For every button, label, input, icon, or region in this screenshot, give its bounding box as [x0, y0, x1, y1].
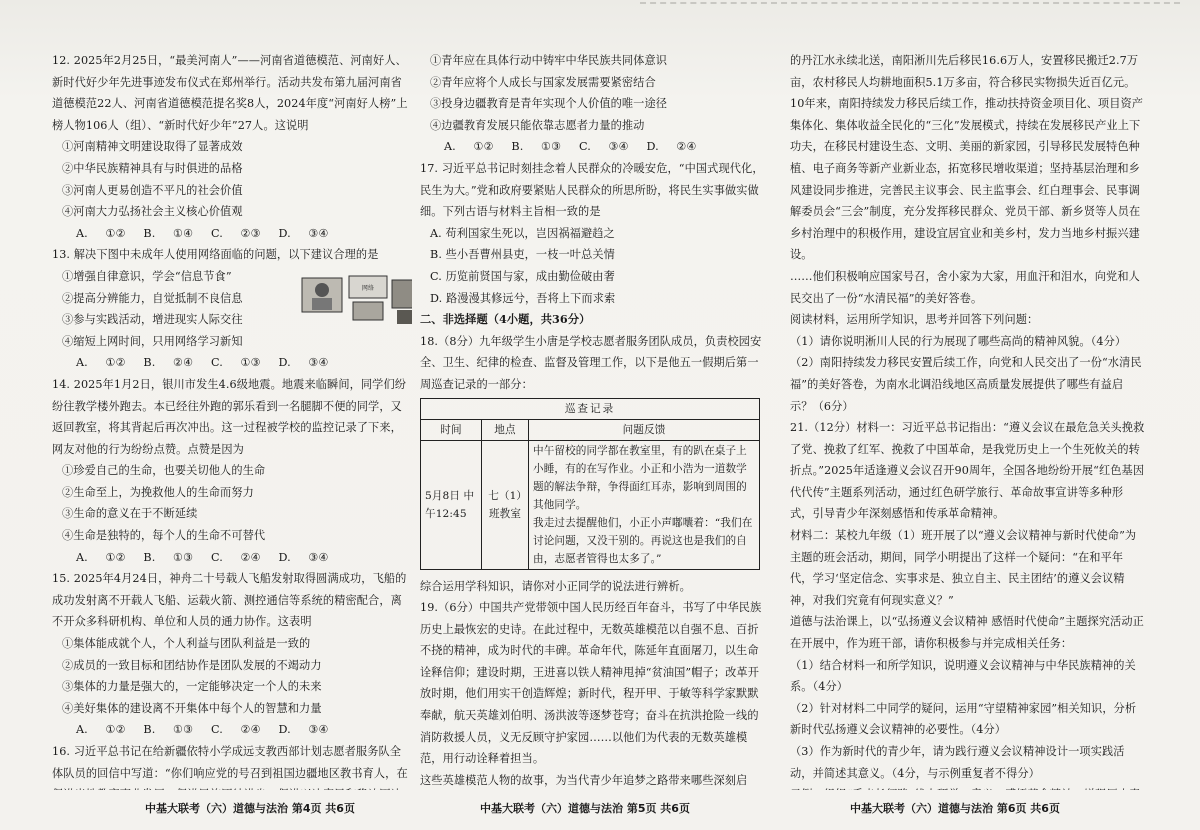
option: ④生命是独特的，每个人的生命不可替代	[62, 529, 266, 543]
instruction: 阅读材料，运用所学知识，思考并回答下列问题：	[790, 313, 1039, 327]
sub-question: （1）结合材料一和所学知识，说明遵义会议精神与中华民族精神的关系。（4分）	[790, 658, 1136, 694]
option: ④边疆教育发展只能依靠志愿者力量的推动	[430, 118, 645, 132]
question-14-stem: 14. 2025年1月2日，银川市发生4.6级地震。地震来临瞬间，同学们纷纷往教学楼外跑去。本已经往外跑的郭乐看到一名腿脚不便的同学，又返回教室，将其背起后再次冲出。这一过程被学校的监控记录了下来，网友对他的行为纷纷点赞。点赞是因为	[52, 377, 407, 456]
table-header: 时间	[421, 419, 482, 440]
table-cell-time: 5月8日 中午12:45	[421, 440, 482, 569]
example-answer	[790, 784, 1145, 790]
option: ②提高分辨能力，自觉抵制不良信息	[62, 291, 243, 305]
question-18-stem: 18.（8分）九年级学生小唐是学校志愿者服务团队成员，负责校园安全、卫生、纪律的检查、监督及管理工作，以下是他五一假期后第一周巡查记录的一部分：	[420, 334, 762, 391]
question-19-task: 这些英雄模范人物的故事，为当代青少年追梦之路带来哪些深刻启	[420, 773, 748, 787]
option: ②生命至上，为挽救他人的生命而努力	[62, 485, 254, 499]
option: D. 路漫漫其修远兮，吾将上下而求索	[430, 291, 616, 305]
material-paragraph: 的丹江水永续北送，南阳淅川先后移民16.6万人，安置移民搬迁2.7万亩，农村移民人均耕地面积5.1万多亩，符合移民实物损失近百亿元。	[790, 54, 1139, 89]
sub-question: （1）请你说明淅川人民的行为展现了哪些高尚的精神风貌。（4分）	[790, 334, 1127, 348]
option: ③参与实践活动，增进现实人际交往	[62, 313, 243, 327]
option: ④缩短上网时间，只用网络学习新知	[62, 334, 243, 348]
table-header: 地点	[482, 419, 529, 440]
page-footer: 中基大联考（六）道德与法治 第6页 共6页	[850, 802, 1060, 815]
option: ①河南精神文明建设取得了显著成效	[62, 140, 243, 154]
table-cell-place: 七（1）班教室	[482, 440, 529, 569]
question-12-stem: 12. 2025年2月25日，“最美河南人”——河南省道德模范、河南好人、新时代好少年先进事迹发布仪式在郑州举行。活动共发布第九届河南省道德模范22人、河南省道德模范提名奖8人，2024年度“河南好人榜”上榜人物106人（组）、“新时代好少年”27人。这说明	[52, 54, 408, 132]
option: B. 些小吾曹州县吏，一枝一叶总关情	[430, 248, 615, 262]
question-19-stem: 19.（6分）中国共产党带领中国人民历经百年奋斗，书写了中华民族历史上最恢宏的史诗。在此过程中，无数英雄模范以自强不息、百折不挠的精神，成为时代的丰碑。革命年代，陈延年直面屠刀，以生命诠释信仰；建设时期，王进喜以铁人精神甩掉“贫油国”帽子；改革开放时期，他们用实干创造辉煌；新时代，程开甲、于敏等科学家默默奉献，航天英雄刘伯明、汤洪波等逐梦苍穹；奋斗在抗洪抢险一线的消防救援人员，义无反顾守护家园……以他们为代表的无数英雄模范，用行动诠释着担当。	[420, 601, 762, 766]
option: ③集体的力量是强大的，一定能够决定一个人的未来	[62, 680, 322, 694]
option: ①集体能成就个人，个人利益与团队利益是一致的	[62, 637, 311, 651]
option: ①增强自律意识，学会“信息节食”	[62, 269, 232, 283]
page-footer: 中基大联考（六）道德与法治 第5页 共6页	[480, 802, 690, 815]
answer-choices: A. ①② B. ①③ C. ②④ D. ③④	[76, 723, 329, 737]
patrol-record-table	[420, 398, 760, 570]
sub-question: （3）作为新时代的青少年，请为践行遵义会议精神设计一项实践活动，并简述其意义。（4分，与示例重复者不得分）	[790, 745, 1125, 780]
question-15-stem: 15. 2025年4月24日，神舟二十号载人飞船发射取得圆满成功，飞船的成功发射离不开载人飞船、运载火箭、测控通信等系统的精密配合，离不开众多科研机构、单位和人员的通力协作。这表明	[52, 572, 407, 629]
option: ③投身边疆教育是青年实现个人价值的唯一途径	[430, 97, 668, 111]
option: ②青年应将个人成长与国家发展需要紧密结合	[430, 75, 656, 89]
answer-choices: A. ①② B. ②④ C. ①③ D. ③④	[76, 356, 329, 370]
option: ④河南大力弘扬社会主义核心价值观	[62, 205, 243, 219]
page-4-column	[52, 50, 412, 790]
option: ④美好集体的建设离不开集体中每个人的智慧和力量	[62, 701, 322, 715]
teen-internet-illustration	[297, 270, 412, 330]
material-paragraph: ……他们积极响应国家号召，舍小家为大家，用血汗和泪水，向党和人民交出了一份“水清民福”的美好答卷。	[790, 269, 1140, 305]
option: ①青年应在具体行动中铸牢中华民族共同体意识	[430, 54, 668, 67]
table-title: 巡查记录	[421, 398, 760, 419]
svg-text:网络: 网络	[361, 285, 375, 293]
option: ③生命的意义在于不断延续	[62, 507, 198, 521]
table-cell-feedback	[529, 440, 760, 569]
material-paragraph: 10年来，南阳持续发力移民后续工作，推动扶持资金项目化、项目资产集体化、集体收益全民化的“三化”发展模式，持续在发展移民产业上下功夫，在移民村建设生态、文明、美丽的新家园，引导移民发展特色种植、电子商务等新产业新业态，拓宽移民增收渠道；坚持基层治理和乡风建设同步推进，完善民主议事会、民主监事会、红白理事会、民事调解委员会“三会”制度，充分发挥移民群众、党员干部、新乡贤等人员在乡村治理中的积极作用，建设宜居宜业和美乡村，发力当地乡村振兴建设。	[790, 97, 1144, 262]
answer-choices: A. ①② B. ①③ C. ③④ D. ②④	[444, 140, 697, 154]
option: ②中华民族精神具有与时俱进的品格	[62, 161, 243, 175]
material-two: 材料二：某校九年级（1）班开展了以“遵义会议精神与新时代使命”为主题的班会活动，期间，同学小明提出了这样一个疑问：“在和平年代，学习‘坚定信念、实事求是、独立自主、民主团结’的遵义会议精神，对我们究竟有何现实意义？”	[790, 529, 1137, 607]
option: ③河南人更易创造不平凡的社会价值	[62, 183, 243, 197]
task-intro: 道德与法治课上，以“弘扬遵义会议精神 感悟时代使命”主题探究活动正在开展中，作为班干部，请你积极参与并完成相关任务：	[790, 615, 1144, 651]
table-header: 问题反馈	[529, 419, 760, 440]
question-13	[52, 244, 412, 374]
scan-edge-mark	[640, 2, 1180, 7]
option: ①珍爱自己的生命，也要关切他人的生命	[62, 464, 266, 478]
sub-question: （2）南阳持续发力移民安置后续工作，向党和人民交出了一份“水清民福”的美好答卷，为南水北调沿线地区高质量发展提供了哪些有益启示？（6分）	[790, 356, 1142, 413]
question-13-stem: 13. 解决下图中未成年人使用网络面临的问题，以下建议合理的是	[52, 248, 379, 262]
option: ②成员的一致目标和团结协作是团队发展的不竭动力	[62, 658, 322, 672]
question-16-stem: 16. 习近平总书记在给新疆依特小学成远支教西部计划志愿者服务队全体队员的回信中写道：“你们响应党的号召到祖国边疆地区教书育人，在	[52, 745, 408, 780]
question-17-stem: 17. 习近平总书记时刻挂念着人民群众的冷暖安危，“中国式现代化，民生为大。”党和政府要紧贴人民群众的所思所盼，将民生实事做实做细。下列古语与材料主旨相一致的是	[420, 161, 764, 219]
answer-choices: A. ①② B. ①④ C. ②③ D. ③④	[76, 226, 329, 240]
page-5-column	[420, 50, 765, 790]
feedback-paragraph: 中午留校的同学都在教室里，有的趴在桌子上小睡，有的在写作业。小正和小浩为一道数学题的解法争辩，争得面红耳赤，影响到周围的其他同学。	[533, 444, 747, 511]
option: C. 历览前贤国与家，成由勤俭破由奢	[430, 269, 615, 283]
question-18-task: 综合运用学科知识，请你对小正同学的说法进行辨析。	[420, 579, 691, 593]
question-21-stem: 21.（12分）材料一：习近平总书记指出：“遵义会议在最危急关头挽救了党、挽救了红军、挽救了中国革命，是我党历史上一个生死攸关的转折点。”2025年适逢遵义会议召开90周年，全国各地纷纷开展“红色基因代代传”主题系列活动，通过红色研学旅行、革命故事宣讲等多种形式，引导青少年深刻感悟和传承革命精神。	[790, 421, 1145, 521]
feedback-paragraph: 我走过去提醒他们，小正小声嘟囔着：“我们在讨论问题，又没干别的。再说这也是我们的自由，志愿者管得也太多了。”	[533, 516, 753, 565]
page-footer: 中基大联考（六）道德与法治 第4页 共6页	[145, 802, 355, 815]
sub-question: （2）针对材料二中同学的疑问，运用“守望精神家园”相关知识，分析新时代弘扬遵义会议精神的必要性。（4分）	[790, 701, 1137, 737]
answer-choices: A. ①② B. ①③ C. ②④ D. ③④	[76, 550, 329, 564]
option: A. 苟利国家生死以，岂因祸福避趋之	[430, 226, 615, 240]
section-heading: 二、非选择题（4小题，共36分）	[420, 312, 591, 327]
page-6-column	[790, 50, 1145, 790]
